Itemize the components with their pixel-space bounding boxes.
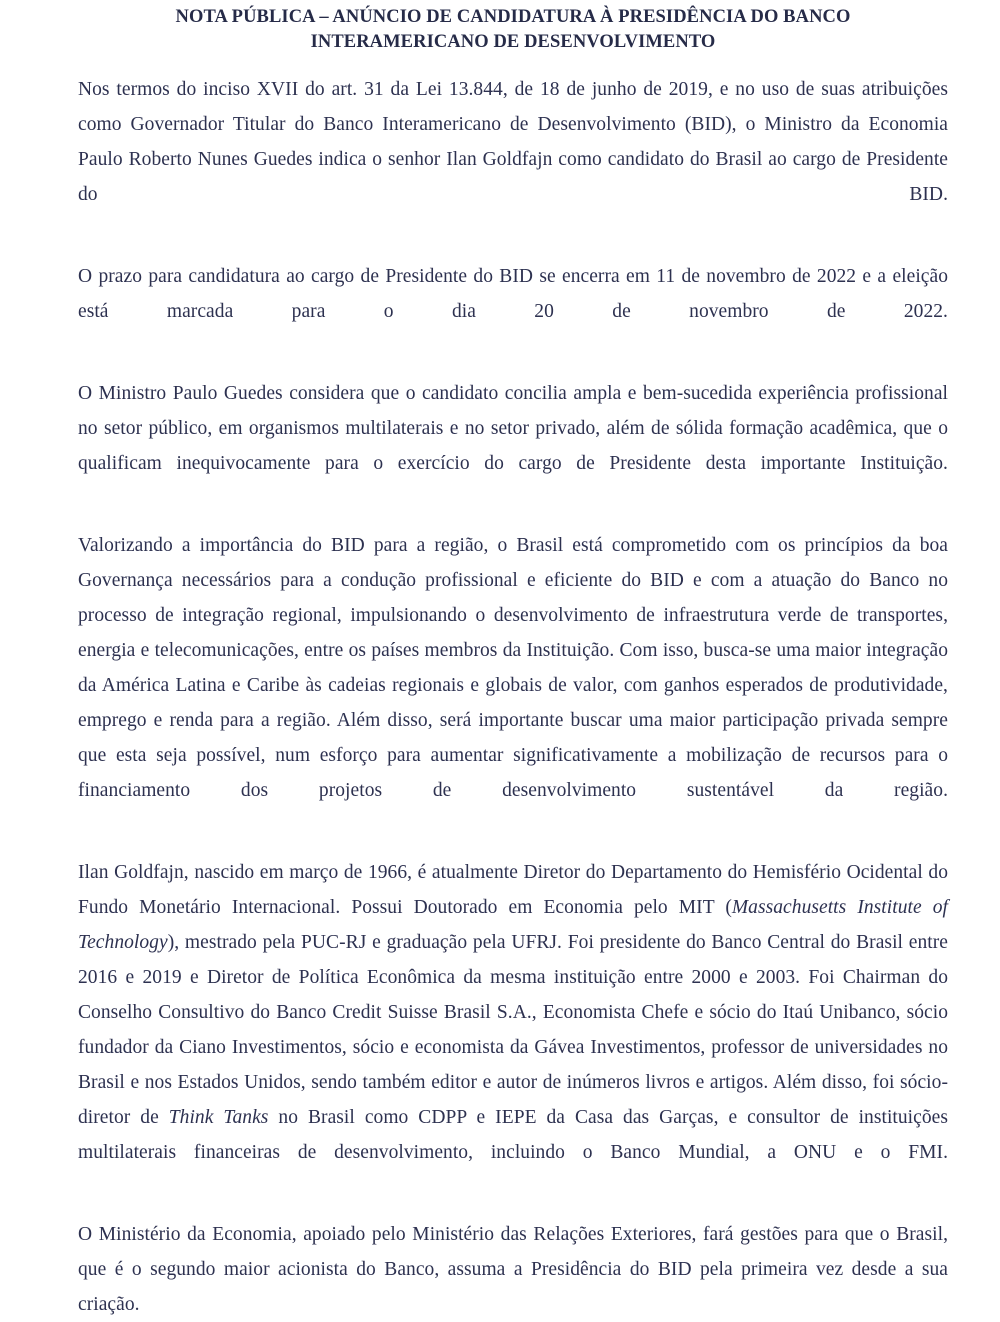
- bio-segment-3: no Brasil como CDPP e IEPE da Casa das Garças, e consultor de instituições multilaterais financeiras de desenvolvimento, incluindo o Banco Mundial, a ONU e o FMI.: [78, 1107, 949, 1163]
- document-body: [78, 0, 948, 1322]
- page-title-line-2: INTERAMERICANO DE DESENVOLVIMENTO: [310, 32, 716, 52]
- bio-segment-mit-italic: Massachusetts Institute of Technology: [78, 897, 948, 953]
- page-title: [78, 5, 948, 55]
- document-paragraphs: [78, 72, 948, 1322]
- page-title-line-1: NOTA PÚBLICA – ANÚNCIO DE CANDIDATURA À PRESIDÊNCIA DO BANCO: [175, 7, 851, 27]
- paragraph-legal-basis: Nos termos do inciso XVII do art. 31 da Lei 13.844, de 18 de junho de 2019, e no uso de suas atribuições como Governador Titular do Banco Interamericano de Desenvolvimento (BID), o Ministro da Economia Paulo Roberto Nunes Guedes indica o senhor Ilan Goldfajn como candidato do Brasil ao cargo de Presidente do BID.: [78, 79, 948, 205]
- bio-segment-1: Ilan Goldfajn, nascido em março de 1966, é atualmente Diretor do Departamento do Hemisfério Ocidental do Fundo Monetário Internacional. Possui Doutorado em Economia pelo MIT (: [78, 862, 948, 918]
- paragraph-regional-commitment: Valorizando a importância do BID para a região, o Brasil está comprometido com os princípios da boa Governança necessários para a condução profissional e eficiente do BID e com a atuação do Banco no processo de integração regional, impulsionando o desenvolvimento de infraestrutura verde de transportes, energia e telecomunicações, entre os países membros da Instituição. Com isso, busca-se uma maior integração da América Latina e Caribe às cadeias regionais e globais de valor, com ganhos esperados de produtividade, emprego e renda para a região. Além disso, será importante buscar uma maior participação privada sempre que esta seja possível, num esforço para aumentar significativamente a mobilização de recursos para o financiamento dos projetos de desenvolvimento sustentável da região.: [78, 535, 948, 801]
- bio-segment-think-tanks-italic: Think Tanks: [168, 1107, 269, 1128]
- bio-segment-2: ), mestrado pela PUC-RJ e graduação pela UFRJ. Foi presidente do Banco Central do Brasil entre 2016 e 2019 e Diretor de Política Econômica da mesma instituição entre 2000 e 2003. Foi Chairman do Conselho Consultivo do Banco Credit Suisse Brasil S.A., Economista Chefe e sócio do Itaú Unibanco, sócio fundador da Ciano Investimentos, sócio e economista da Gávea Investimentos, professor de universidades no Brasil e nos Estados Unidos, sendo também editor e autor de inúmeros livros e artigos. Além disso, foi sócio-diretor de: [78, 932, 948, 1128]
- paragraph-closing: O Ministério da Economia, apoiado pelo Ministério das Relações Exteriores, fará gestões para que o Brasil, que é o segundo maior acionista do Banco, assuma a Presidência do BID pela primeira vez desde a sua criação.: [78, 1224, 948, 1315]
- paragraph-candidate-biography: [78, 855, 948, 1205]
- paragraph-minister-assessment: O Ministro Paulo Guedes considera que o candidato concilia ampla e bem-sucedida experiência profissional no setor público, em organismos multilaterais e no setor privado, além de sólida formação acadêmica, que o qualificam inequivocamente para o exercício do cargo de Presidente desta importante Instituição.: [78, 383, 948, 474]
- paragraph-deadline: O prazo para candidatura ao cargo de Presidente do BID se encerra em 11 de novembro de 2022 e a eleição está marcada para o dia 20 de novembro de 2022.: [78, 266, 948, 322]
